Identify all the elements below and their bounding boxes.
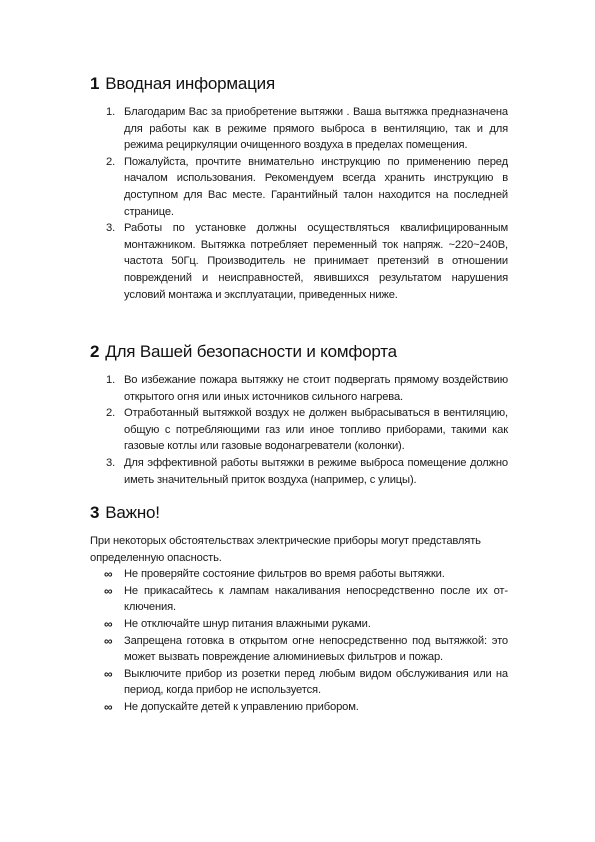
infinity-bullet-icon: ∞	[104, 666, 113, 681]
list-item-text: Отработанный вытяжкой воздух не должен выбрасываться в вентиляцию, общую с потребляющими газ или иное топливо приборами, такими как газовые котлы или газовые водонагреватели (колонки).	[124, 407, 508, 453]
numbered-list	[90, 104, 508, 303]
list-item-text: Запрещена готовка в открытом огне непосредственно под вытяжкой: это может вызвать повреждение алюминиевых фильтров и пожар.	[124, 634, 508, 664]
list-item	[90, 616, 508, 633]
list-item	[90, 455, 508, 488]
bullet-list	[90, 566, 508, 715]
list-item-text: Не отключайте шнур питания влажными руками.	[124, 617, 371, 630]
section-intro	[90, 74, 508, 303]
list-item	[90, 699, 508, 716]
list-item-text: Для эффективной работы вытяжки в режиме выброса помещение должно иметь значительный приток воздуха (например, с улицы).	[124, 456, 508, 486]
list-item-text: Не допускайте детей к управлению прибором.	[124, 700, 359, 713]
list-item-text: Благодарим Вас за приобретение вытяжки . Ваша вытяжка предназначена для работы как в режиме прямого выброса в вентиляцию, так и для режима рециркуляции очищенного воздуха в пределах помещения.	[124, 106, 508, 152]
list-item	[90, 566, 508, 583]
list-item-text: Пожалуйста, прочтите внимательно инструкцию по применению перед началом использования. Рекомендуем всегда хранить инструкцию в доступном для Вас месте. Гарантийный талон находится на последней странице.	[124, 155, 508, 218]
list-item	[90, 220, 508, 303]
infinity-bullet-icon: ∞	[104, 633, 113, 648]
list-number: 3.	[106, 222, 116, 235]
list-item	[90, 154, 508, 220]
list-item-text: Выключите прибор из розетки перед любым видом обслуживания или на период, когда прибор не используется.	[124, 667, 508, 697]
infinity-bullet-icon: ∞	[104, 583, 113, 598]
section-heading	[90, 503, 508, 523]
list-number: 1.	[106, 106, 116, 118]
infinity-bullet-icon: ∞	[104, 699, 113, 714]
infinity-bullet-icon: ∞	[104, 567, 113, 582]
section-heading	[90, 342, 508, 362]
list-item-text: Во избежание пожара вытяжку не стоит подвергать прямому воздействию открытого огня или иных источников сильного нагрева.	[124, 374, 508, 403]
section-title: Важно!	[105, 503, 160, 522]
section-safety	[90, 342, 508, 488]
list-item	[90, 405, 508, 455]
intro-paragraph: При некоторых обстоятельствах электрические приборы могут представлять определенную опасность.	[90, 535, 481, 564]
list-number: 3.	[106, 456, 116, 469]
list-item-text: Не прикасайтесь к лампам накаливания непосредственно после их от-ключения.	[124, 584, 508, 614]
list-item	[90, 372, 508, 405]
list-item	[90, 633, 508, 666]
list-number: 1.	[106, 374, 116, 386]
infinity-bullet-icon: ∞	[104, 616, 113, 631]
section-number: 2	[90, 342, 100, 361]
section-number: 3	[90, 503, 100, 522]
section-title: Для Вашей безопасности и комфорта	[105, 342, 397, 361]
list-number: 2.	[106, 407, 116, 420]
numbered-list	[90, 372, 508, 488]
list-item	[90, 583, 508, 616]
section-number: 1	[90, 74, 100, 93]
section-heading	[90, 74, 508, 94]
list-number: 2.	[106, 155, 116, 168]
list-item-text: Работы по установке должны осуществляться квалифицированным монтажником. Вытяжка потребляет переменный ток напряж. ~220~240В, частота 50Гц. Производитель не принимает претензий в отношении повреждений и неисправностей, явившихся результатом нарушения условий монтажа и эксплуатации, приведенных ниже.	[124, 222, 508, 301]
list-item-text: Не проверяйте состояние фильтров во время работы вытяжки.	[124, 568, 445, 581]
section-title: Вводная информация	[105, 74, 275, 93]
list-item	[90, 666, 508, 699]
section-important	[90, 503, 508, 716]
list-item	[90, 104, 508, 154]
